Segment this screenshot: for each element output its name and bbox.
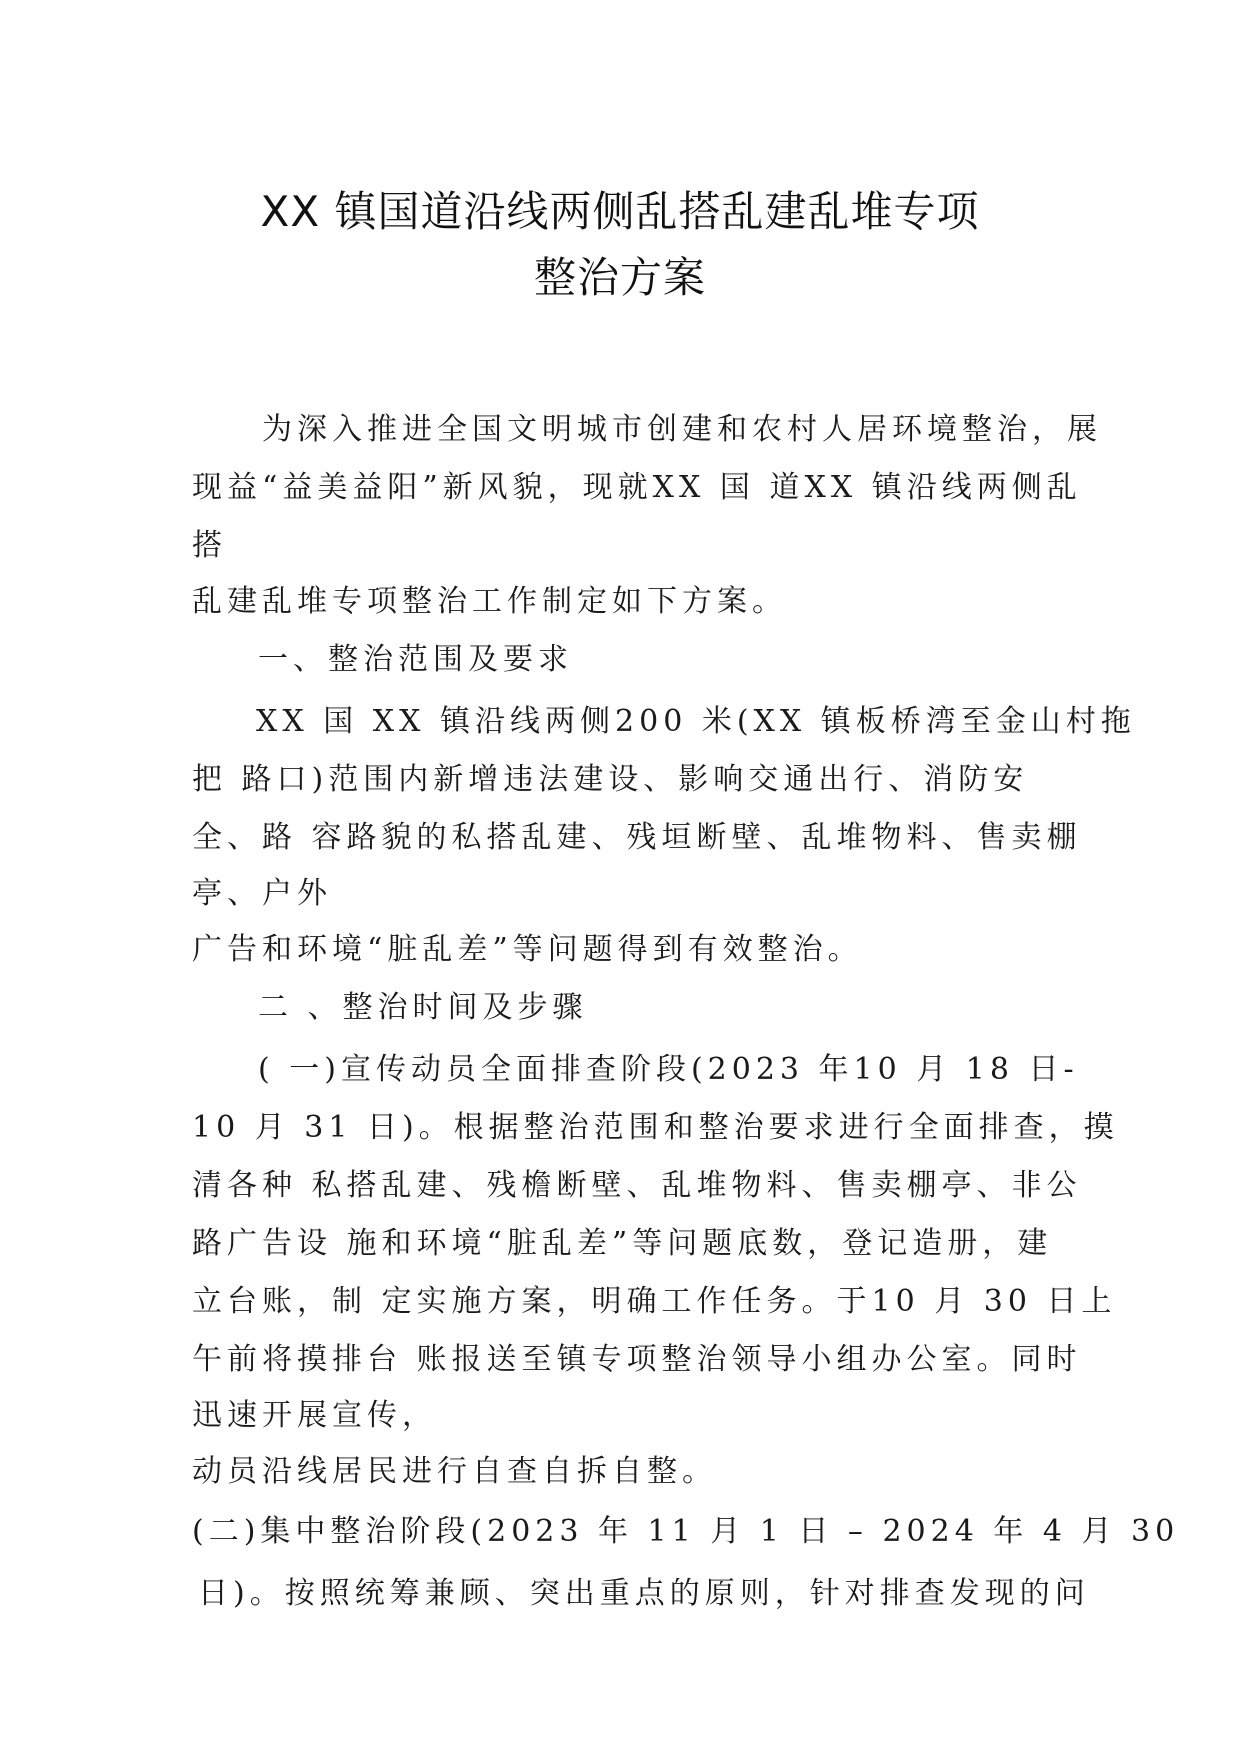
body-line: 把 路口)范围内新增违法建设、影响交通出行、消防安 — [192, 762, 1029, 797]
section-heading: 二 、整治时间及步骤 — [258, 990, 588, 1025]
body-line: 清各种 私搭乱建、残檐断壁、乱堆物料、售卖棚亭、非公 — [192, 1168, 1082, 1203]
body-line: (二)集中整治阶段(2023 年 11 月 1 日 – 2024 年 4 月 30 — [192, 1514, 1180, 1549]
body-line: ( 一)宣传动员全面排查阶段(2023 年10 月 18 日- — [258, 1052, 1079, 1087]
document-title-line-2: 整治方案 — [533, 253, 706, 302]
body-line: 为深入推进全国文明城市创建和农村人居环境整治，展 — [262, 412, 1102, 447]
body-line: 迅速开展宣传， — [192, 1398, 437, 1433]
body-line: 乱建乱堆专项整治工作制定如下方案。 — [192, 584, 787, 619]
body-line: 现益“益美益阳”新风貌，现就XX 国 道XX 镇沿线两侧乱 — [192, 470, 1082, 505]
body-line: 午前将摸排台 账报送至镇专项整治领导小组办公室。同时 — [192, 1342, 1082, 1377]
document-title-line-1: XX 镇国道沿线两侧乱搭乱建乱堆专项 — [260, 187, 980, 236]
body-line: 动员沿线居民进行自查自拆自整。 — [192, 1454, 717, 1489]
section-heading: 一、整治范围及要求 — [258, 642, 573, 677]
body-line: 立台账，制 定实施方案，明确工作任务。于10 月 30 日上 — [192, 1284, 1117, 1319]
body-line: 亭、户外 — [192, 876, 332, 911]
body-line: 搭 — [192, 528, 227, 563]
body-line: 10 月 31 日)。根据整治范围和整治要求进行全面排查，摸 — [192, 1110, 1119, 1145]
body-line: XX 国 XX 镇沿线两侧200 米(XX 镇板桥湾至金山村拖 — [256, 704, 1136, 739]
body-line: 广告和环境“脏乱差”等问题得到有效整治。 — [192, 932, 863, 967]
body-line: 全、路 容路貌的私搭乱建、残垣断壁、乱堆物料、售卖棚 — [192, 820, 1082, 855]
body-line: 路广告设 施和环境“脏乱差”等问题底数，登记造册，建 — [192, 1226, 1053, 1261]
body-line: 日)。按照统筹兼顾、突出重点的原则，针对排查发现的问 — [198, 1576, 1090, 1611]
